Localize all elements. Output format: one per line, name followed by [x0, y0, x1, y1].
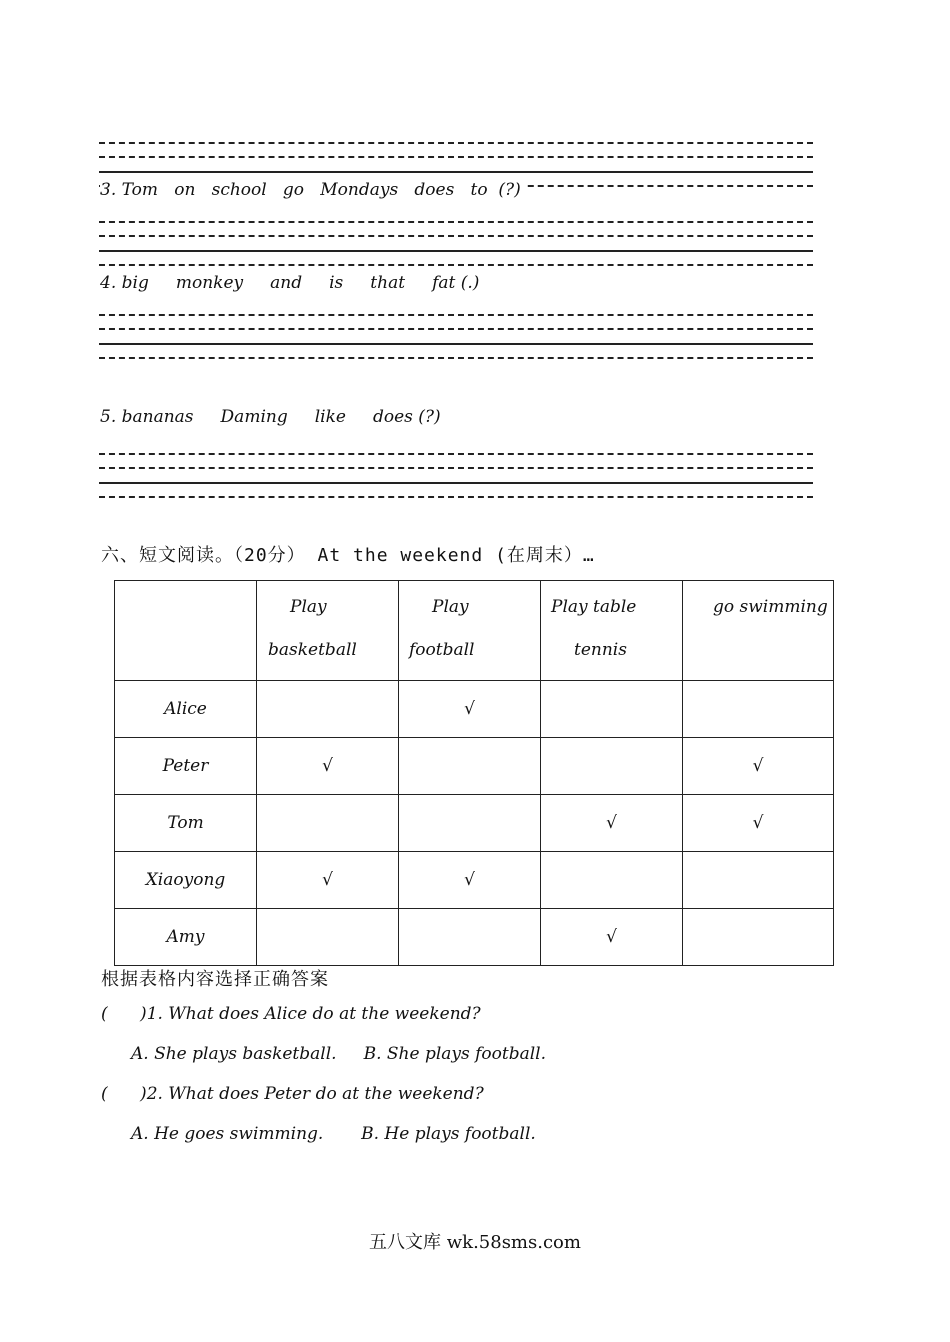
row-cell [683, 852, 834, 909]
header-line1: Play [432, 597, 469, 617]
sentence-5: 5. bananas Daming like does (?) [100, 407, 441, 427]
table-row [115, 681, 834, 738]
header-line2: basketball [268, 640, 357, 660]
header-line2: tennis [574, 640, 627, 660]
header-cell-basketball [257, 581, 399, 681]
row-cell: √ [541, 795, 683, 852]
row-cell: √ [257, 738, 399, 795]
row-name: Alice [115, 681, 257, 738]
row-name: Peter [115, 738, 257, 795]
footer-watermark: 五八文库 wk.58sms.com [369, 1232, 581, 1253]
table-row [115, 795, 834, 852]
header-line2: football [409, 640, 475, 660]
row-cell [541, 681, 683, 738]
header-line1: go swimming [713, 597, 828, 617]
row-name: Xiaoyong [115, 852, 257, 909]
row-cell: √ [399, 852, 541, 909]
question-2-options: A. He goes swimming. B. He plays football. [131, 1124, 536, 1144]
section-heading: 六、短文阅读。（20分） At the weekend (在周末）… [101, 545, 595, 566]
row-cell: √ [683, 738, 834, 795]
header-cell-football [399, 581, 541, 681]
header-cell-table-tennis [541, 581, 683, 681]
row-cell [257, 909, 399, 966]
table-row [115, 852, 834, 909]
row-cell [683, 681, 834, 738]
question-1: ( )1. What does Alice do at the weekend? [101, 1004, 481, 1024]
table-header-row [115, 581, 834, 681]
row-cell: √ [683, 795, 834, 852]
row-cell [541, 738, 683, 795]
header-line1: Play [290, 597, 327, 617]
sentence-4: 4. big monkey and is that fat (.) [100, 273, 480, 293]
row-cell: √ [257, 852, 399, 909]
row-cell [399, 738, 541, 795]
table-row [115, 909, 834, 966]
instruction-text: 根据表格内容选择正确答案 [101, 969, 329, 990]
activity-table [114, 580, 834, 966]
sentence-3: 3. Tom on school go Mondays does to (?) [100, 180, 527, 200]
header-cell-empty [115, 581, 257, 681]
row-cell [257, 795, 399, 852]
row-cell [399, 909, 541, 966]
row-cell [683, 909, 834, 966]
header-cell-swimming [683, 581, 834, 681]
header-line1: Play table [551, 597, 637, 617]
writing-lines-3 [99, 312, 813, 362]
row-cell: √ [541, 909, 683, 966]
writing-lines-4 [99, 451, 813, 501]
row-cell [541, 852, 683, 909]
writing-lines-2 [99, 219, 813, 269]
question-2: ( )2. What does Peter do at the weekend? [101, 1084, 484, 1104]
table-row [115, 738, 834, 795]
row-cell [257, 681, 399, 738]
row-cell: √ [399, 681, 541, 738]
row-cell [399, 795, 541, 852]
question-1-options: A. She plays basketball. B. She plays football. [131, 1044, 547, 1064]
row-name: Tom [115, 795, 257, 852]
row-name: Amy [115, 909, 257, 966]
